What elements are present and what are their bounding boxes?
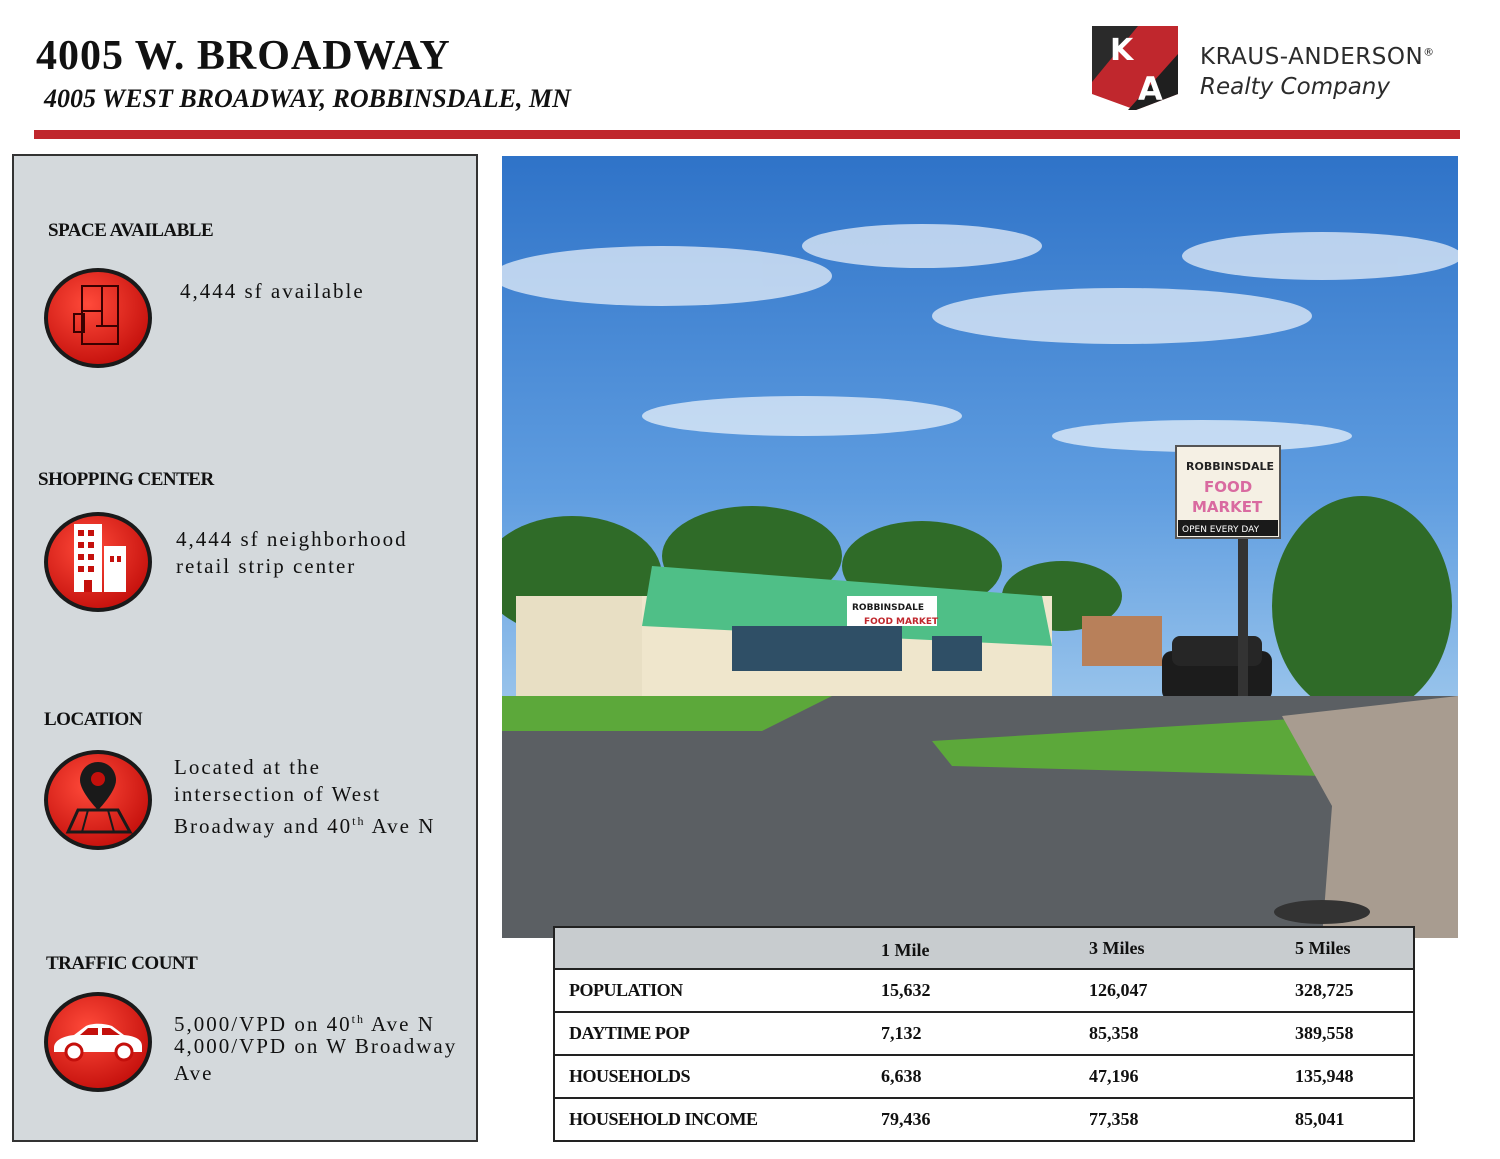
traffic-line2: 4,000/VPD on W Broadway (174, 1034, 458, 1058)
location-line2: intersection of West (174, 782, 382, 806)
traffic-heading: TRAFFIC COUNT (46, 953, 198, 974)
location-line3-a: Broadway and 40 (174, 814, 353, 838)
store-sign-name: ROBBINSDALE (852, 603, 924, 613)
page-title: 4005 W. BROADWAY (36, 33, 451, 79)
car-icon (42, 990, 154, 1094)
logo-letter-a: A (1138, 70, 1163, 108)
property-photo (502, 156, 1458, 938)
row-label: HOUSEHOLD INCOME (569, 1109, 758, 1129)
pylon-sign-line1: ROBBINSDALE (1186, 460, 1274, 473)
row-value: 126,047 (1089, 980, 1148, 1000)
pylon-sign-line2: FOOD (1204, 478, 1253, 496)
demographics-header-row (555, 928, 1413, 970)
row-value: 7,132 (881, 1023, 922, 1043)
row-label: POPULATION (569, 980, 683, 1000)
row-label: DAYTIME POP (569, 1023, 690, 1043)
table-row (555, 1099, 1413, 1138)
traffic-line3: Ave (174, 1061, 214, 1085)
location-line1: Located at the (174, 755, 321, 779)
row-value: 135,948 (1295, 1066, 1354, 1086)
map-pin-icon (42, 748, 154, 852)
table-row (555, 970, 1413, 1013)
logo-letter-k: K (1110, 33, 1134, 68)
location-line3 (174, 808, 435, 840)
traffic-line1-sup: th (351, 1012, 365, 1026)
location-heading: LOCATION (44, 709, 143, 730)
space-heading: SPACE AVAILABLE (48, 220, 214, 241)
col-header-3-miles: 3 Miles (1089, 938, 1145, 958)
row-value: 85,041 (1295, 1109, 1345, 1129)
table-row (555, 1056, 1413, 1099)
location-line3-b: Ave N (365, 814, 436, 838)
building-icon (42, 510, 154, 614)
shopping-heading: SHOPPING CENTER (38, 469, 214, 490)
property-address: 4005 WEST BROADWAY, ROBBINSDALE, MN (44, 84, 571, 113)
demographics-table (553, 926, 1415, 1142)
location-line3-sup: th (352, 814, 366, 828)
ka-logo-icon (1088, 24, 1182, 112)
space-text: 4,444 sf available (180, 279, 365, 303)
row-value: 389,558 (1295, 1023, 1354, 1043)
row-value: 77,358 (1089, 1109, 1139, 1129)
row-value: 79,436 (881, 1109, 931, 1129)
company-logo (1088, 24, 1468, 116)
property-sidebar (12, 154, 478, 1142)
logo-company-sub: Realty Company (1200, 74, 1390, 100)
floorplan-icon (42, 266, 154, 370)
shopping-line2: retail strip center (176, 554, 357, 578)
pylon-sign-line4: OPEN EVERY DAY (1182, 525, 1260, 535)
row-value: 15,632 (881, 980, 931, 1000)
store-sign-market: FOOD MARKET (864, 617, 939, 627)
traffic-line1-a: 5,000/VPD on 40 (174, 1012, 352, 1036)
row-value: 6,638 (881, 1066, 922, 1086)
row-label: HOUSEHOLDS (569, 1066, 691, 1086)
shopping-line1: 4,444 sf neighborhood (176, 527, 408, 551)
pylon-sign-line3: MARKET (1192, 498, 1263, 516)
col-header-1-mile: 1 Mile (881, 940, 930, 960)
row-value: 85,358 (1089, 1023, 1139, 1043)
traffic-line1-b: Ave N (364, 1012, 435, 1036)
logo-registered-mark: ® (1423, 45, 1435, 59)
table-row (555, 1013, 1413, 1056)
header-divider (34, 130, 1460, 139)
col-header-5-miles: 5 Miles (1295, 938, 1351, 958)
row-value: 328,725 (1295, 980, 1354, 1000)
row-value: 47,196 (1089, 1066, 1139, 1086)
logo-company-name: KRAUS-ANDERSON (1200, 44, 1424, 70)
